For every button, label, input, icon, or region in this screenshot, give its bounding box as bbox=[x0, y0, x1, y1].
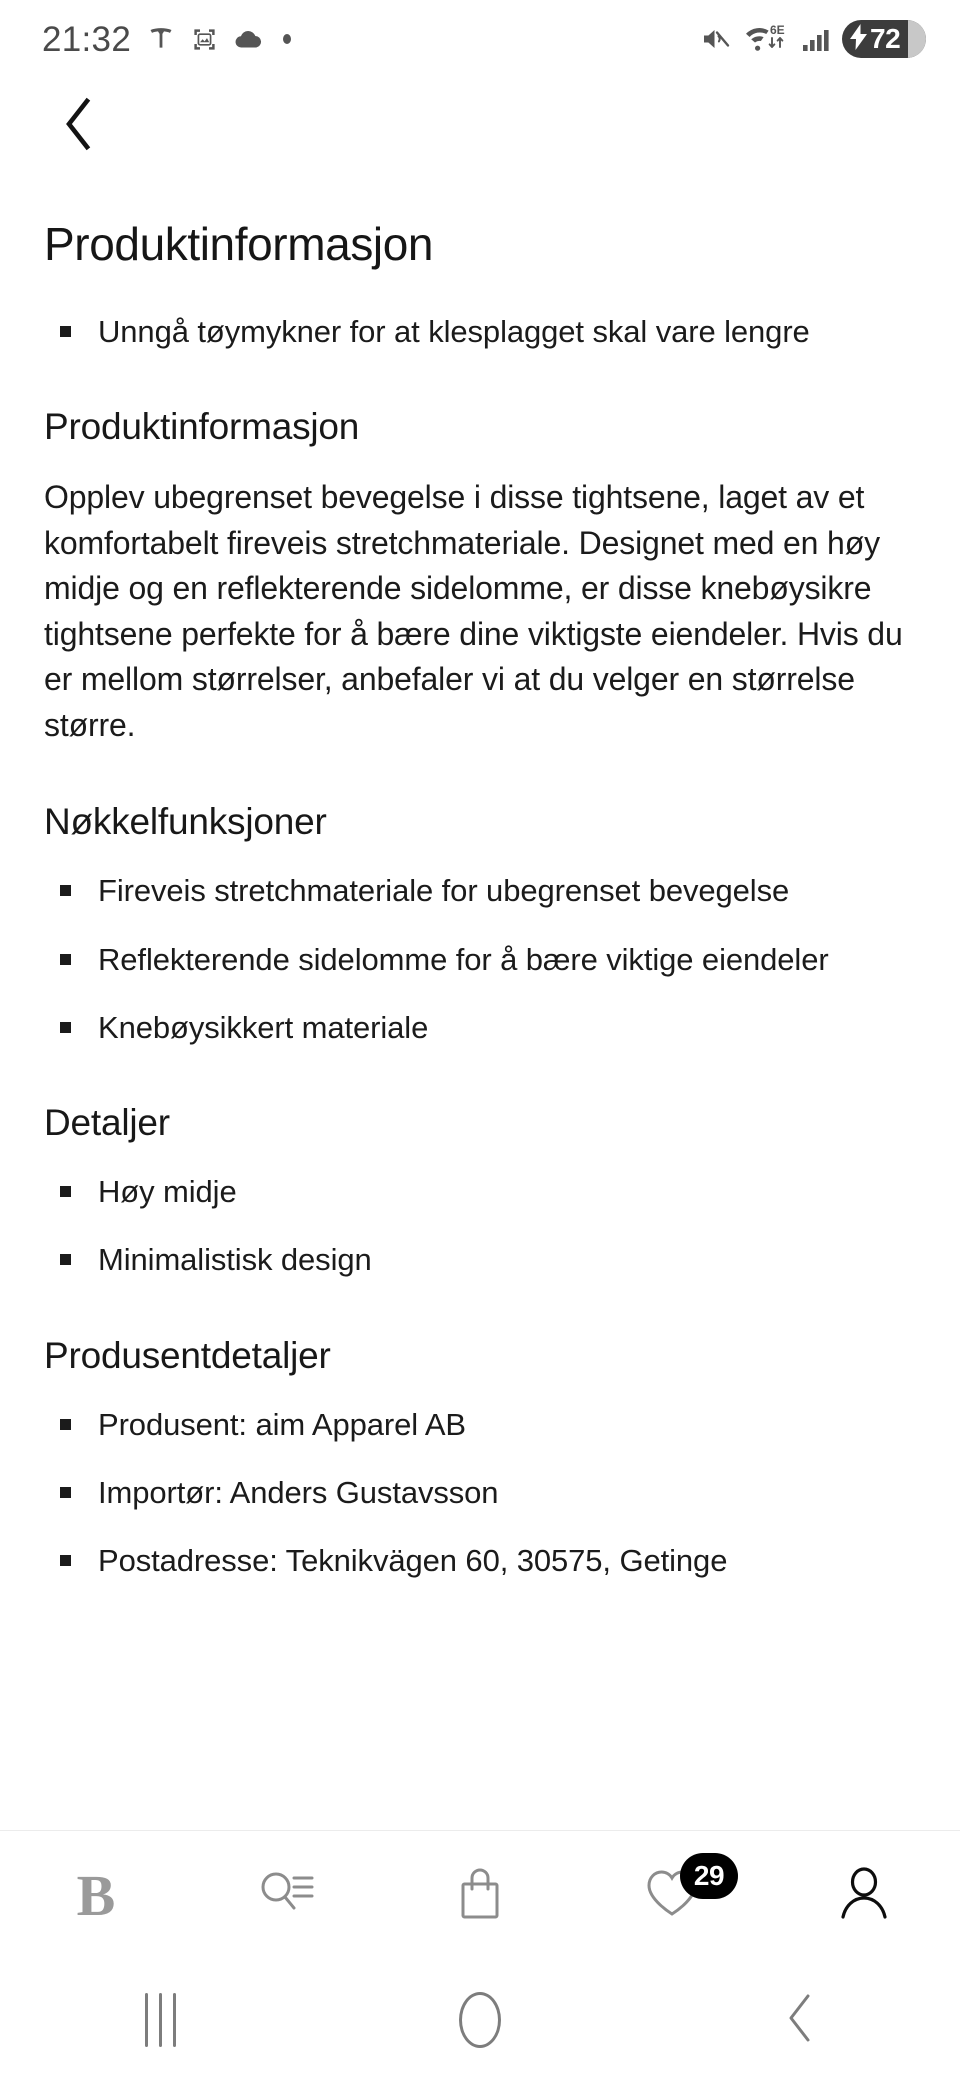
brand-b-logo: B bbox=[76, 1862, 116, 1928]
person-icon bbox=[835, 1863, 893, 1928]
status-bar-clock: 21:32 bbox=[42, 19, 132, 59]
list-item: Høy midje bbox=[44, 1171, 918, 1213]
list-item: Importør: Anders Gustavsson bbox=[44, 1472, 918, 1514]
detaljer-list bbox=[44, 1171, 918, 1281]
home-button[interactable] bbox=[320, 1960, 640, 2080]
list-item: Reflekterende sidelomme for å bære viktige eiendeler bbox=[44, 939, 918, 981]
status-bar bbox=[0, 0, 960, 78]
list-item: Postadresse: Teknikvägen 60, 30575, Getinge bbox=[44, 1540, 918, 1582]
charging-bolt-icon bbox=[850, 24, 867, 55]
section-body-produktinformasjon: Opplev ubegrenset bevegelse i disse tightsene, laget av et komfortabelt fireveis stretchmateriale. Designet med en høy midje og en reflekterende sidelomme, er disse knebøysikre tightsene perfekte for å bære dine viktigste eiendeler. Hvis du er mellom størrelser, anbefaler vi at du velger en størrelse større. bbox=[44, 479, 903, 743]
battery-remaining-fill bbox=[908, 20, 926, 58]
tesla-icon bbox=[147, 25, 175, 53]
product-information-content bbox=[0, 170, 960, 2080]
recents-button[interactable] bbox=[0, 1960, 320, 2080]
system-back-button[interactable] bbox=[640, 1960, 960, 2080]
search-list-icon bbox=[256, 1865, 320, 1926]
svg-text:6E: 6E bbox=[770, 23, 785, 37]
page-title: Produktinformasjon bbox=[44, 218, 434, 270]
list-item: Minimalistisk design bbox=[44, 1239, 918, 1281]
cellular-signal-icon bbox=[801, 24, 831, 54]
app-top-bar bbox=[0, 78, 960, 170]
section-heading-produsentdetaljer: Produsentdetaljer bbox=[44, 1334, 331, 1376]
list-item: Unngå tøymykner for at klesplagget skal vare lengre bbox=[44, 311, 918, 353]
battery-status bbox=[842, 20, 926, 58]
status-bar-left bbox=[42, 19, 294, 59]
dot-icon bbox=[280, 30, 294, 48]
bottom-nav-search[interactable] bbox=[192, 1831, 384, 1960]
system-navigation-bar bbox=[0, 1960, 960, 2080]
nokkelfunksjoner-list bbox=[44, 870, 918, 1048]
app-bottom-navigation bbox=[0, 1830, 960, 1960]
wifi-6e-icon bbox=[744, 22, 790, 56]
back-button[interactable] bbox=[48, 94, 108, 154]
section-heading-produktinformasjon: Produktinformasjon bbox=[44, 406, 360, 448]
bottom-nav-bag[interactable] bbox=[384, 1831, 576, 1960]
intro-bullet-list bbox=[44, 311, 918, 353]
system-back-chevron-icon bbox=[785, 1993, 815, 2048]
bottom-nav-profile[interactable] bbox=[768, 1831, 960, 1960]
screenshot-capture-icon bbox=[191, 26, 218, 53]
produsentdetaljer-list bbox=[44, 1404, 918, 1582]
status-bar-right bbox=[700, 20, 926, 58]
section-heading-detaljer: Detaljer bbox=[44, 1101, 170, 1143]
favourites-count-badge: 29 bbox=[680, 1853, 738, 1899]
recents-icon bbox=[145, 1993, 176, 2047]
list-item: Produsent: aim Apparel AB bbox=[44, 1404, 918, 1446]
list-item: Fireveis stretchmateriale for ubegrenset bevegelse bbox=[44, 870, 918, 912]
list-item: Knebøysikkert materiale bbox=[44, 1007, 918, 1049]
bottom-nav-favourites[interactable] bbox=[576, 1831, 768, 1960]
section-heading-nokkelfunksjoner: Nøkkelfunksjoner bbox=[44, 801, 327, 843]
back-chevron-icon bbox=[61, 97, 95, 151]
mute-icon bbox=[700, 25, 733, 53]
bottom-nav-home[interactable] bbox=[0, 1831, 192, 1960]
battery-percent-label: 72 bbox=[870, 23, 901, 54]
shopping-bag-icon bbox=[452, 1863, 508, 1928]
home-icon bbox=[459, 1992, 501, 2048]
cloud-icon bbox=[234, 27, 264, 51]
